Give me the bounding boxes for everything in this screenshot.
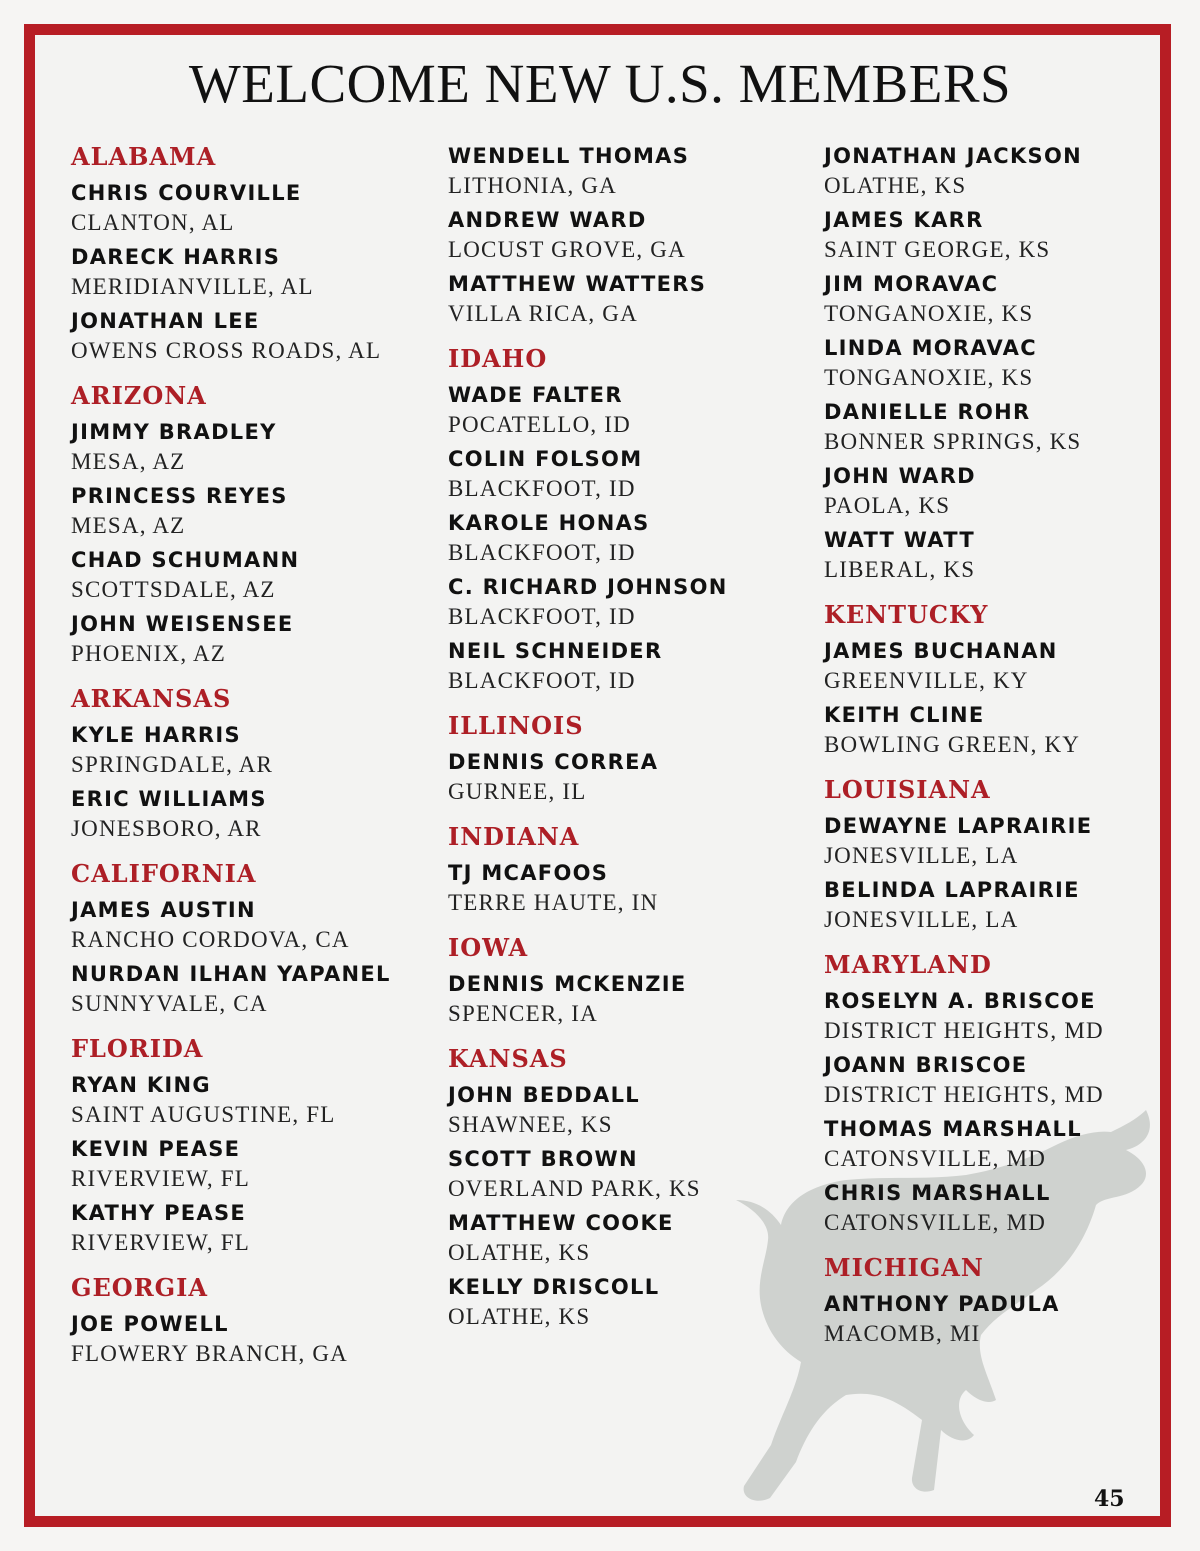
member-city: TONGANOXIE, KS — [824, 301, 1034, 326]
member-entry — [448, 748, 813, 806]
member-entry — [824, 1115, 1189, 1173]
member-city: TERRE HAUTE, IN — [448, 890, 659, 915]
member-entry — [448, 142, 813, 200]
member-city: SPRINGDALE, AR — [71, 752, 274, 777]
member-entry — [448, 206, 813, 264]
member-name: RYAN KING — [71, 1073, 211, 1097]
member-name: JOE POWELL — [71, 1312, 229, 1336]
member-name: JAMES BUCHANAN — [824, 639, 1058, 663]
state-heading: ARKANSAS — [71, 684, 232, 713]
member-entry — [71, 418, 436, 476]
member-name: CHAD SCHUMANN — [71, 548, 300, 572]
member-city: OLATHE, KS — [824, 173, 967, 198]
member-city: SHAWNEE, KS — [448, 1112, 613, 1137]
member-entry — [448, 381, 813, 439]
member-name: KEVIN PEASE — [71, 1137, 241, 1161]
member-city: JONESBORO, AR — [71, 816, 262, 841]
member-city: SAINT AUGUSTINE, FL — [71, 1102, 336, 1127]
member-city: JONESVILLE, LA — [824, 907, 1019, 932]
member-name: DARECK HARRIS — [71, 245, 281, 269]
state-heading: IDAHO — [448, 344, 548, 373]
member-name: ROSELYN A. BRISCOE — [824, 989, 1096, 1013]
member-name: JOHN WEISENSEE — [71, 612, 294, 636]
member-city: BONNER SPRINGS, KS — [824, 429, 1082, 454]
member-name: C. RICHARD JOHNSON — [448, 575, 728, 599]
member-entry — [71, 1071, 436, 1129]
member-city: DISTRICT HEIGHTS, MD — [824, 1018, 1104, 1043]
state-heading: MARYLAND — [824, 950, 992, 979]
state-heading: CALIFORNIA — [71, 859, 257, 888]
member-city: BLACKFOOT, ID — [448, 476, 636, 501]
member-name: JIMMY BRADLEY — [71, 420, 277, 444]
member-entry — [71, 482, 436, 540]
member-entry — [448, 270, 813, 328]
member-city: SPENCER, IA — [448, 1001, 598, 1026]
member-entry — [824, 1290, 1189, 1348]
member-name: PRINCESS REYES — [71, 484, 288, 508]
member-entry — [71, 546, 436, 604]
member-entry — [448, 1273, 813, 1331]
member-name: DENNIS CORREA — [448, 750, 659, 774]
member-name: ANDREW WARD — [448, 208, 647, 232]
member-entry — [448, 573, 813, 631]
member-entry — [824, 637, 1189, 695]
member-city: TONGANOXIE, KS — [824, 365, 1034, 390]
member-city: MERIDIANVILLE, AL — [71, 274, 314, 299]
member-entry — [824, 206, 1189, 264]
member-entry — [71, 243, 436, 301]
member-name: KAROLE HONAS — [448, 511, 650, 535]
member-name: DENNIS MCKENZIE — [448, 972, 687, 996]
member-city: PAOLA, KS — [824, 493, 951, 518]
member-city: RANCHO CORDOVA, CA — [71, 927, 350, 952]
member-entry — [71, 1310, 436, 1368]
member-entry — [824, 142, 1189, 200]
member-city: LOCUST GROVE, GA — [448, 237, 686, 262]
state-heading: LOUISIANA — [824, 775, 991, 804]
member-city: FLOWERY BRANCH, GA — [71, 1341, 348, 1366]
member-name: KATHY PEASE — [71, 1201, 247, 1225]
member-city: VILLA RICA, GA — [448, 301, 638, 326]
member-city: GURNEE, IL — [448, 779, 587, 804]
member-city: GREENVILLE, KY — [824, 668, 1029, 693]
member-entry — [448, 637, 813, 695]
member-entry — [448, 445, 813, 503]
member-entry — [448, 859, 813, 917]
member-entry — [448, 1081, 813, 1139]
member-city: OLATHE, KS — [448, 1240, 591, 1265]
member-name: TJ MCAFOOS — [448, 861, 609, 885]
member-entry — [71, 1199, 436, 1257]
member-name: JONATHAN JACKSON — [824, 144, 1083, 168]
member-city: JONESVILLE, LA — [824, 843, 1019, 868]
state-heading: KANSAS — [448, 1044, 568, 1073]
member-entry — [71, 610, 436, 668]
member-name: ERIC WILLIAMS — [71, 787, 267, 811]
member-entry — [824, 526, 1189, 584]
member-city: DISTRICT HEIGHTS, MD — [824, 1082, 1104, 1107]
member-entry — [71, 896, 436, 954]
member-city: SUNNYVALE, CA — [71, 991, 268, 1016]
member-city: OWENS CROSS ROADS, AL — [71, 338, 382, 363]
member-entry — [448, 1209, 813, 1267]
state-heading: ARIZONA — [71, 381, 207, 410]
member-name: JONATHAN LEE — [71, 309, 260, 333]
member-entry — [824, 462, 1189, 520]
member-name: SCOTT BROWN — [448, 1147, 638, 1171]
member-city: MESA, AZ — [71, 513, 186, 538]
member-city: OLATHE, KS — [448, 1304, 591, 1329]
member-city: MACOMB, MI — [824, 1321, 981, 1346]
member-entry — [448, 509, 813, 567]
member-name: DEWAYNE LAPRAIRIE — [824, 814, 1093, 838]
member-entry — [824, 876, 1189, 934]
member-entry — [448, 1145, 813, 1203]
member-entry — [824, 701, 1189, 759]
member-city: POCATELLO, ID — [448, 412, 631, 437]
member-name: COLIN FOLSOM — [448, 447, 643, 471]
member-city: RIVERVIEW, FL — [71, 1230, 251, 1255]
state-heading: MICHIGAN — [824, 1253, 984, 1282]
state-heading: INDIANA — [448, 822, 580, 851]
member-name: WATT WATT — [824, 528, 975, 552]
member-name: DANIELLE ROHR — [824, 400, 1031, 424]
member-entry — [448, 970, 813, 1028]
page-title: WELCOME NEW U.S. MEMBERS — [188, 53, 1012, 114]
member-column-2 — [448, 142, 813, 1337]
member-entry — [824, 1051, 1189, 1109]
member-city: SAINT GEORGE, KS — [824, 237, 1051, 262]
member-name: MATTHEW COOKE — [448, 1211, 674, 1235]
member-city: MESA, AZ — [71, 449, 186, 474]
member-name: ANTHONY PADULA — [824, 1292, 1060, 1316]
member-city: BOWLING GREEN, KY — [824, 732, 1081, 757]
member-city: BLACKFOOT, ID — [448, 540, 636, 565]
member-city: PHOENIX, AZ — [71, 641, 227, 666]
member-name: JIM MORAVAC — [824, 272, 999, 296]
member-name: KYLE HARRIS — [71, 723, 241, 747]
member-city: CATONSVILLE, MD — [824, 1146, 1047, 1171]
member-name: KEITH CLINE — [824, 703, 985, 727]
member-name: MATTHEW WATTERS — [448, 272, 707, 296]
state-heading: FLORIDA — [71, 1034, 204, 1063]
member-city: BLACKFOOT, ID — [448, 604, 636, 629]
member-entry — [71, 721, 436, 779]
member-entry — [824, 398, 1189, 456]
member-entry — [71, 307, 436, 365]
member-city: BLACKFOOT, ID — [448, 668, 636, 693]
member-name: KELLY DRISCOLL — [448, 1275, 660, 1299]
member-city: LIBERAL, KS — [824, 557, 976, 582]
state-heading: ILLINOIS — [448, 711, 584, 740]
member-name: JOHN BEDDALL — [448, 1083, 640, 1107]
member-name: JOHN WARD — [824, 464, 976, 488]
member-name: JAMES KARR — [824, 208, 984, 232]
member-name: WENDELL THOMAS — [448, 144, 690, 168]
member-name: WADE FALTER — [448, 383, 623, 407]
page-number: 45 — [1094, 1486, 1125, 1512]
member-entry — [824, 270, 1189, 328]
member-city: LITHONIA, GA — [448, 173, 617, 198]
member-name: NEIL SCHNEIDER — [448, 639, 663, 663]
member-city: OVERLAND PARK, KS — [448, 1176, 701, 1201]
member-entry — [824, 987, 1189, 1045]
member-entry — [71, 1135, 436, 1193]
member-entry — [824, 812, 1189, 870]
member-name: CHRIS MARSHALL — [824, 1181, 1051, 1205]
state-heading: KENTUCKY — [824, 600, 989, 629]
member-city: SCOTTSDALE, AZ — [71, 577, 276, 602]
member-entry — [71, 785, 436, 843]
member-entry — [71, 179, 436, 237]
state-heading: IOWA — [448, 933, 529, 962]
member-name: LINDA MORAVAC — [824, 336, 1037, 360]
state-heading: GEORGIA — [71, 1273, 208, 1302]
member-city: RIVERVIEW, FL — [71, 1166, 251, 1191]
state-heading: ALABAMA — [71, 142, 217, 171]
member-name: CHRIS COURVILLE — [71, 181, 302, 205]
member-name: JOANN BRISCOE — [824, 1053, 1028, 1077]
member-city: CATONSVILLE, MD — [824, 1210, 1047, 1235]
member-entry — [71, 960, 436, 1018]
member-name: NURDAN ILHAN YAPANEL — [71, 962, 391, 986]
member-column-1 — [71, 142, 436, 1374]
member-column-3 — [824, 142, 1189, 1354]
member-name: THOMAS MARSHALL — [824, 1117, 1082, 1141]
member-entry — [824, 334, 1189, 392]
member-entry — [824, 1179, 1189, 1237]
member-name: JAMES AUSTIN — [71, 898, 256, 922]
member-city: CLANTON, AL — [71, 210, 235, 235]
member-name: BELINDA LAPRAIRIE — [824, 878, 1080, 902]
